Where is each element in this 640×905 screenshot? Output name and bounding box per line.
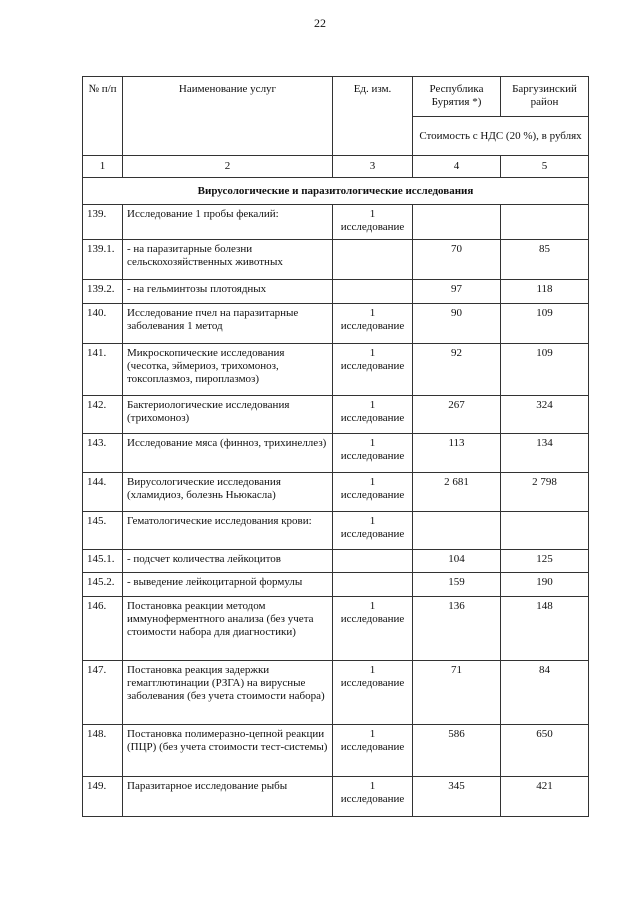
price-district: 421	[501, 777, 589, 817]
unit-of-measure	[333, 240, 413, 280]
service-name: - на гельминтозы плотоядных	[123, 280, 333, 304]
unit-of-measure: 1 исследование	[333, 512, 413, 550]
service-name: Постановка реакции методом иммуноферментного анализа (без учета стоимости набора для диагностики)	[123, 597, 333, 661]
service-name: Постановка полимеразно-цепной реакции (ПЦР) (без учета стоимости тест-системы)	[123, 725, 333, 777]
row-number: 146.	[83, 597, 123, 661]
price-republic: 92	[413, 344, 501, 396]
price-district: 85	[501, 240, 589, 280]
unit-of-measure: 1 исследование	[333, 777, 413, 817]
column-number: 4	[413, 156, 501, 178]
price-republic: 104	[413, 550, 501, 573]
price-district: 2 798	[501, 473, 589, 512]
price-republic: 136	[413, 597, 501, 661]
price-republic: 90	[413, 304, 501, 344]
row-number: 140.	[83, 304, 123, 344]
row-number: 144.	[83, 473, 123, 512]
price-republic	[413, 205, 501, 240]
table-row	[83, 725, 589, 777]
unit-of-measure: 1 исследование	[333, 434, 413, 473]
price-district: 109	[501, 304, 589, 344]
service-name: - выведение лейкоцитарной формулы	[123, 573, 333, 597]
table-row	[83, 434, 589, 473]
row-number: 141.	[83, 344, 123, 396]
service-name: - подсчет количества лейкоцитов	[123, 550, 333, 573]
header-unit: Ед. изм.	[333, 77, 413, 156]
row-number: 145.	[83, 512, 123, 550]
price-district: 650	[501, 725, 589, 777]
price-district: 148	[501, 597, 589, 661]
row-number: 145.2.	[83, 573, 123, 597]
table-row	[83, 304, 589, 344]
table-row	[83, 661, 589, 725]
table-row	[83, 205, 589, 240]
price-district	[501, 512, 589, 550]
row-number: 139.2.	[83, 280, 123, 304]
table-row	[83, 597, 589, 661]
table-row	[83, 344, 589, 396]
price-republic: 345	[413, 777, 501, 817]
price-republic: 2 681	[413, 473, 501, 512]
row-number: 139.	[83, 205, 123, 240]
unit-of-measure	[333, 573, 413, 597]
header-district: Баргузинский район	[501, 77, 589, 117]
service-name: Гематологические исследования крови:	[123, 512, 333, 550]
table-row	[83, 396, 589, 434]
unit-of-measure: 1 исследование	[333, 205, 413, 240]
table-row	[83, 512, 589, 550]
price-republic: 267	[413, 396, 501, 434]
unit-of-measure: 1 исследование	[333, 725, 413, 777]
row-number: 145.1.	[83, 550, 123, 573]
service-name: Микроскопические исследования (чесотка, эймериоз, трихомоноз, токсоплазмоз, пироплазмоз)	[123, 344, 333, 396]
row-number: 147.	[83, 661, 123, 725]
row-number: 143.	[83, 434, 123, 473]
price-district: 118	[501, 280, 589, 304]
row-number: 149.	[83, 777, 123, 817]
header-cost: Стоимость с НДС (20 %), в рублях	[413, 117, 589, 156]
unit-of-measure: 1 исследование	[333, 597, 413, 661]
price-district	[501, 205, 589, 240]
table-row	[83, 280, 589, 304]
column-number: 1	[83, 156, 123, 178]
service-name: Исследование мяса (финноз, трихинеллез)	[123, 434, 333, 473]
header-republic: Республика Бурятия *)	[413, 77, 501, 117]
unit-of-measure: 1 исследование	[333, 396, 413, 434]
price-republic: 70	[413, 240, 501, 280]
price-district: 134	[501, 434, 589, 473]
price-district: 109	[501, 344, 589, 396]
table-row	[83, 550, 589, 573]
unit-of-measure	[333, 550, 413, 573]
header-num: № п/п	[83, 77, 123, 156]
price-district: 125	[501, 550, 589, 573]
row-number: 148.	[83, 725, 123, 777]
price-republic: 159	[413, 573, 501, 597]
price-district: 324	[501, 396, 589, 434]
table-row	[83, 240, 589, 280]
column-number: 2	[123, 156, 333, 178]
table-row	[83, 473, 589, 512]
column-number: 5	[501, 156, 589, 178]
service-name: Вирусологические исследования (хламидиоз, болезнь Ньюкасла)	[123, 473, 333, 512]
unit-of-measure: 1 исследование	[333, 344, 413, 396]
column-number: 3	[333, 156, 413, 178]
service-name: Исследование пчел на паразитарные заболевания 1 метод	[123, 304, 333, 344]
unit-of-measure: 1 исследование	[333, 661, 413, 725]
price-republic: 71	[413, 661, 501, 725]
price-republic: 97	[413, 280, 501, 304]
tariff-table	[82, 76, 589, 817]
section-title: Вирусологические и паразитологические исследования	[83, 178, 589, 205]
table-row	[83, 777, 589, 817]
row-number: 142.	[83, 396, 123, 434]
unit-of-measure	[333, 280, 413, 304]
row-number: 139.1.	[83, 240, 123, 280]
service-name: Паразитарное исследование рыбы	[123, 777, 333, 817]
service-name: Бактериологические исследования (трихомоноз)	[123, 396, 333, 434]
column-numbers-row	[83, 156, 589, 178]
service-name: Исследование 1 пробы фекалий:	[123, 205, 333, 240]
unit-of-measure: 1 исследование	[333, 304, 413, 344]
table-row	[83, 573, 589, 597]
unit-of-measure: 1 исследование	[333, 473, 413, 512]
price-republic: 586	[413, 725, 501, 777]
price-republic: 113	[413, 434, 501, 473]
price-district: 84	[501, 661, 589, 725]
price-district: 190	[501, 573, 589, 597]
header-name: Наименование услуг	[123, 77, 333, 156]
service-name: Постановка реакция задержки гемагглютинации (РЗГА) на вирусные заболевания (без учета стоимости набора)	[123, 661, 333, 725]
service-name: - на паразитарные болезни сельскохозяйственных животных	[123, 240, 333, 280]
price-republic	[413, 512, 501, 550]
page-number: 22	[314, 16, 326, 30]
